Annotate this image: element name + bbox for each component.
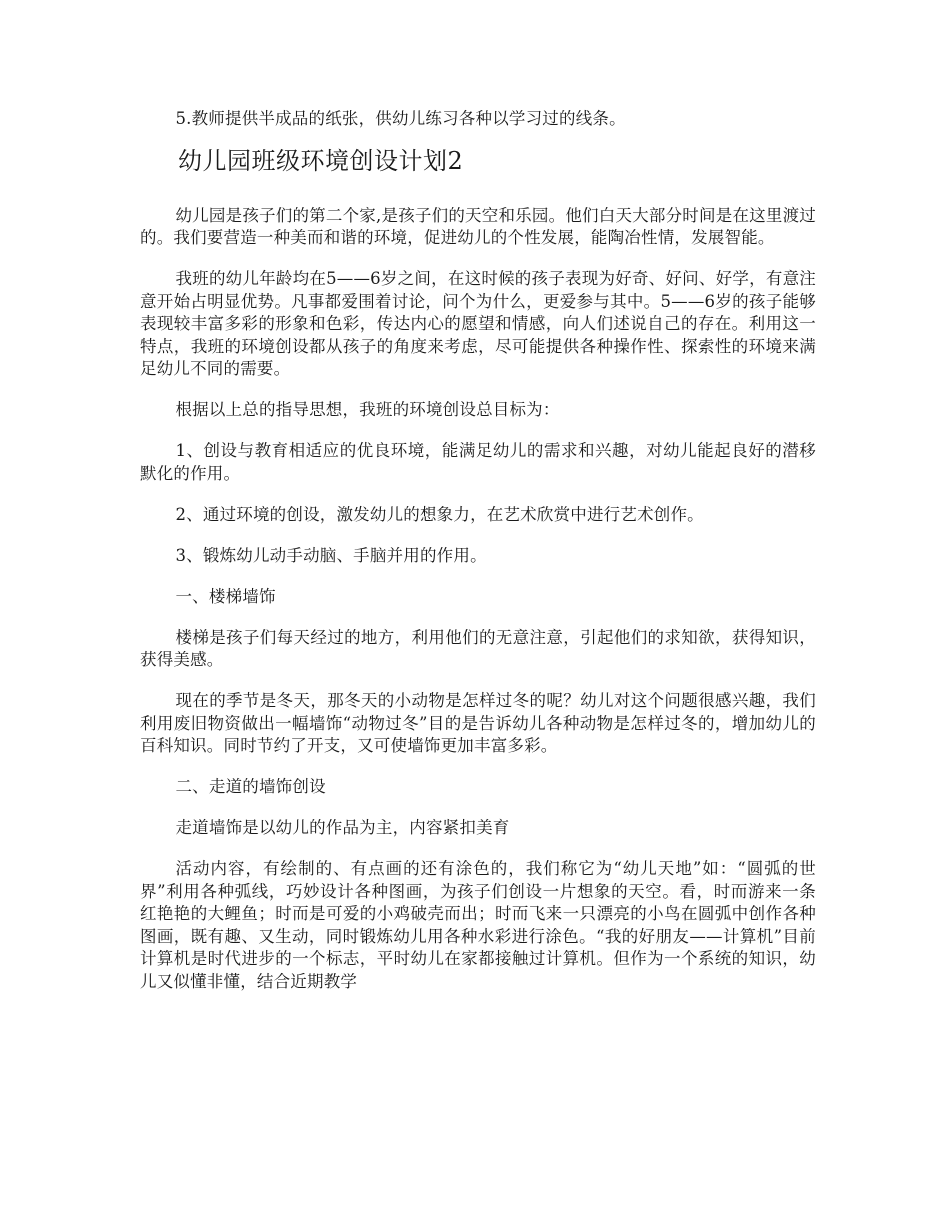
goal-item-3: 3、锻炼幼儿动手动脑、手脑并用的作用。 <box>175 545 487 565</box>
intro-line: 5.教师提供半成品的纸张，供幼儿练习各种以学习过的线条。 <box>175 109 626 128</box>
paragraph-intro: 幼儿园是孩子们的第二个家,是孩子们的天空和乐园。他们白天大部分时间是在这里渡过的。我们要营造一种美而和谐的环境，促进幼儿的个性发展，能陶冶性情，发展智能。 <box>140 205 816 247</box>
document-title: 幼儿园班级环境创设计划2 <box>178 146 464 175</box>
paragraph-goal-lead: 根据以上总的指导思想，我班的环境创设总目标为： <box>175 400 560 419</box>
document-page <box>140 108 816 1012</box>
paragraph-stairs-purpose: 楼梯是孩子们每天经过的地方，利用他们的无意注意，引起他们的求知欲，获得知识，获得美感。 <box>140 627 816 669</box>
paragraph-corridor-lead: 走道墙饰是以幼儿的作品为主，内容紧扣美育 <box>175 818 510 837</box>
goal-item-1: 1、创设与教育相适应的优良环境，能满足幼儿的需求和兴趣，对幼儿能起良好的潜移默化的作用。 <box>140 441 816 483</box>
section-heading-stairs: 一、楼梯墙饰 <box>175 586 276 606</box>
paragraph-age-description: 我班的幼儿年龄均在5——6岁之间，在这时候的孩子表现为好奇、好问、好学，有意注意开始占明显优势。凡事都爱围着讨论，问个为什么，更爱参与其中。5——6岁的孩子能够表现较丰富多彩的形象和色彩，传达内心的愿望和情感，向人们述说自己的存在。利用这一特点，我班的环境创设都从孩子的角度来考虑，尽可能提供各种操作性、探索性的环境来满足幼儿不同的需要。 <box>140 269 816 378</box>
paragraph-animals-winter: 现在的季节是冬天，那冬天的小动物是怎样过冬的呢？幼儿对这个问题很感兴趣，我们利用废旧物资做出一幅墙饰“动物过冬”目的是告诉幼儿各种动物是怎样过冬的，增加幼儿的百科知识。同时节约了开支，又可使墙饰更加丰富多彩。 <box>140 691 816 755</box>
section-heading-corridor: 二、走道的墙饰创设 <box>175 777 326 796</box>
paragraph-activity-content: 活动内容，有绘制的、有点画的还有涂色的，我们称它为“幼儿天地”如：“圆弧的世界”利用各种弧线，巧妙设计各种图画，为孩子们创设一片想象的天空。看，时而游来一条红艳艳的大鲤鱼；时而是可爱的小鸡破壳而出；时而飞来一只漂亮的小鸟在圆弧中创作各种图画，既有趣、又生动，同时锻炼幼儿用各种水彩进行涂色。“我的好朋友——计算机”目前计算机是时代进步的一个标志，平时幼儿在家都接触过计算机。但作为一个系统的知识，幼儿又似懂非懂，结合近期教学 <box>140 859 816 991</box>
goal-item-2: 2、通过环境的创设，激发幼儿的想象力，在艺术欣赏中进行艺术创作。 <box>175 504 704 524</box>
